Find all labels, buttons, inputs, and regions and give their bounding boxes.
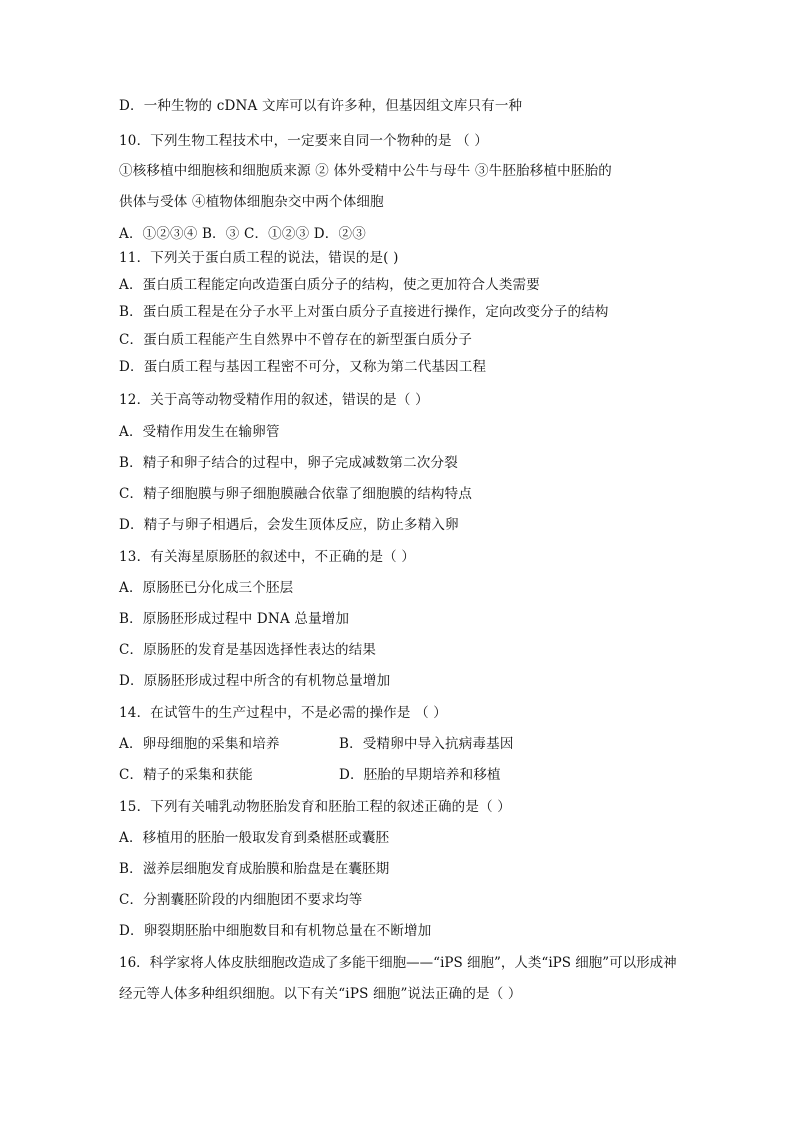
q15-option-c: C．分割囊胚阶段的内细胞团不要求均等: [119, 892, 363, 908]
q15-option-d: D．卵裂期胚胎中细胞数目和有机物总量在不断增加: [119, 923, 432, 939]
question-13: 13．有关海星原肠胚的叙述中，不正确的是（ ）: [119, 549, 416, 565]
question-14: 14．在试管牛的生产过程中，不是必需的操作是 （ ）: [119, 705, 447, 721]
question-12: 12．关于高等动物受精作用的叙述，错误的是（ ）: [119, 392, 429, 408]
q12-option-c: C．精子细胞膜与卵子细胞膜融合依靠了细胞膜的结构特点: [119, 486, 473, 502]
question-15: 15．下列有关哺乳动物胚胎发育和胚胎工程的叙述正确的是（ ）: [119, 799, 511, 815]
q14-option-c: C．精子的采集和获能: [119, 767, 253, 783]
q13-option-b: B．原肠胚形成过程中 DNA 总量增加: [119, 611, 350, 627]
q11-option-d: D．蛋白质工程与基因工程密不可分，又称为第二代基因工程: [119, 359, 487, 375]
q12-option-b: B．精子和卵子结合的过程中，卵子完成减数第二次分裂: [119, 455, 458, 471]
q13-option-c: C．原肠胚的发育是基因选择性表达的结果: [119, 642, 377, 658]
q14-option-b: B．受精卵中导入抗病毒基因: [339, 736, 514, 752]
q13-option-d: D．原肠胚形成过程中所含的有机物总量增加: [119, 673, 391, 689]
q13-option-a: A．原肠胚已分化成三个胚层: [119, 580, 294, 596]
q11-option-a: A．蛋白质工程能定向改造蛋白质分子的结构，使之更加符合人类需要: [119, 277, 540, 293]
q11-option-c: C．蛋白质工程能产生自然界中不曾存在的新型蛋白质分子: [119, 332, 473, 348]
q11-option-b: B．蛋白质工程是在分子水平上对蛋白质分子直接进行操作，定向改变分子的结构: [119, 304, 609, 320]
q10-statement-line1: ①核移植中细胞核和细胞质来源 ② 体外受精中公牛与母牛 ③牛胚胎移植中胚胎的: [119, 163, 612, 179]
q12-option-d: D．精子与卵子相遇后，会发生顶体反应，防止多精入卵: [119, 517, 459, 533]
q10-options: A．①②③④ B．③ C．①②③ D．②③: [119, 226, 366, 242]
q14-option-d: D．胚胎的早期培养和移植: [339, 767, 501, 783]
question-10: 10．下列生物工程技术中，一定要来自同一个物种的是 （ ）: [119, 133, 489, 149]
q12-option-a: A．受精作用发生在输卵管: [119, 424, 280, 440]
question-11: 11．下列关于蛋白质工程的说法，错误的是( ): [119, 250, 399, 266]
question-16-line1: 16．科学家将人体皮肤细胞改造成了多能干细胞——“iPS 细胞”，人类“iPS 细胞”可以形成神: [119, 955, 677, 971]
q15-option-b: B．滋养层细胞发育成胎膜和胎盘是在囊胚期: [119, 861, 390, 877]
option-d-q9: D．一种生物的 cDNA 文库可以有许多种，但基因组文库只有一种: [119, 98, 523, 114]
q15-option-a: A．移植用的胚胎一般取发育到桑椹胚或囊胚: [119, 830, 390, 846]
q14-option-a: A．卵母细胞的采集和培养: [119, 736, 280, 752]
q10-statement-line2: 供体与受体 ④植物体细胞杂交中两个体细胞: [119, 194, 384, 210]
question-16-line2: 经元等人体多种组织细胞。以下有关“iPS 细胞”说法正确的是（ ）: [119, 986, 522, 1002]
